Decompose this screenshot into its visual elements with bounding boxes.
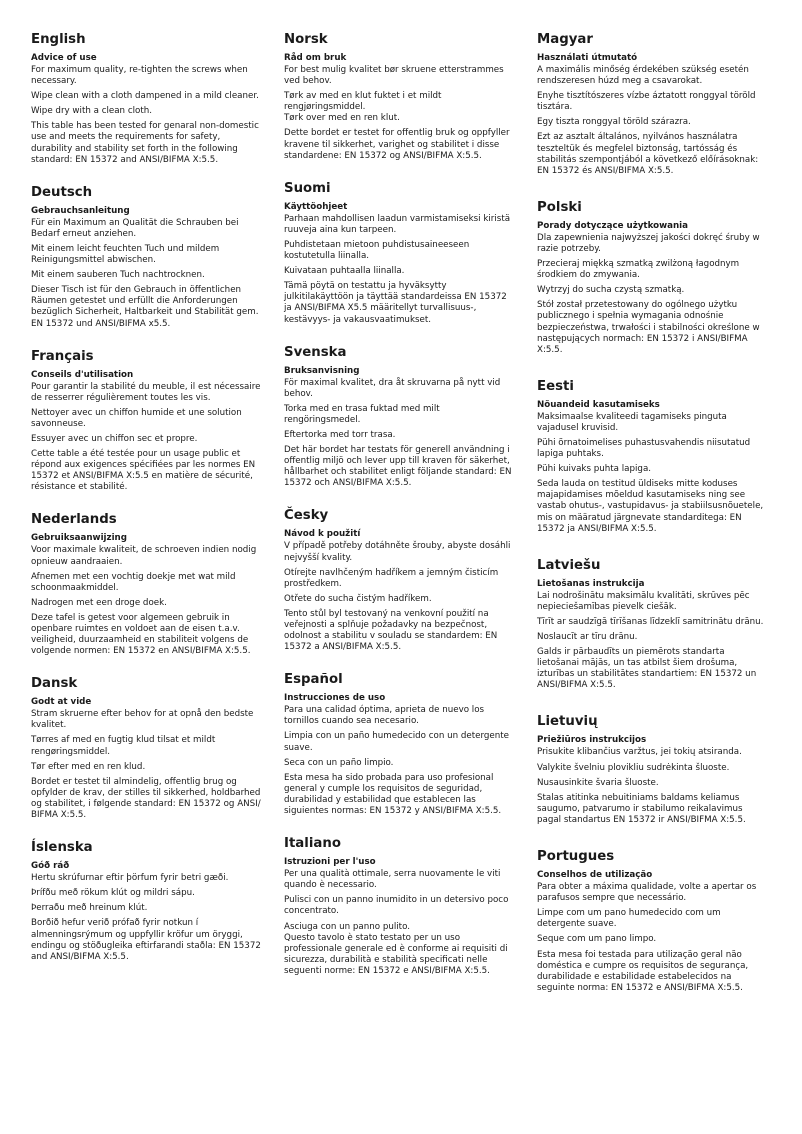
language-heading: Español bbox=[284, 672, 343, 688]
section-subheading: Lietošanas instrukcija bbox=[537, 578, 645, 589]
language-section bbox=[537, 378, 790, 539]
instruction-paragraph: Tento stůl byl testovaný na venkovní použití na veřejnosti a splňuje požadavky na bezpečnost, odolnost a stabilitu v souladu se standardem: EN 15372 a ANSI/BIFMA X:5.5. bbox=[284, 608, 498, 653]
instruction-paragraph: Ezt az asztalt általános, nyilvános használatra teszteltük és megfelel biztonság, tartósság és stabilitás szempontjából a következő előírásoknak: EN 15372 és ANSI/BIFMA X:5.5. bbox=[537, 132, 759, 176]
instruction-paragraph: Dla zapewnienia najwyższej jakości dokręć śruby w razie potrzeby. bbox=[537, 232, 760, 254]
instruction-paragraph: Otřete do sucha čistým hadříkem. bbox=[284, 593, 432, 604]
language-heading: Dansk bbox=[31, 676, 78, 692]
language-section bbox=[31, 511, 284, 661]
section-subheading: Gebrauchsanleitung bbox=[31, 205, 130, 216]
section-subheading: Godt at vide bbox=[31, 697, 92, 708]
instruction-paragraph: Pühi õrnatoimelises puhastusvahendis niisutatud lapiga puhtaks. bbox=[537, 437, 751, 460]
instruction-paragraph: Stół został przetestowany do ogólnego użytku publicznego i spełnia wymagania odnośnie bezpieczeństwa, trwałości i stabilności określone w następujących normach: EN 15372 i ANSI/BIFMA X:5.5. bbox=[537, 300, 760, 355]
section-subheading: Návod k použití bbox=[284, 529, 361, 540]
language-section bbox=[284, 835, 537, 981]
instruction-paragraph: Dette bordet er testet for offentlig bruk og oppfyller kravene til sikkerhet, varighet og stabilitet i disse standardene: EN 15372 og ANSI/BIFMA X:5.5. bbox=[284, 128, 510, 161]
language-section bbox=[537, 713, 790, 830]
language-heading: Magyar bbox=[537, 32, 593, 47]
instruction-paragraph: Det här bordet har testats för generell användning i offentlig miljö och lever upp till kraven för säkerhet, hållbarhet och stabilitet enligt följande standard: EN 15372 och ANSI/BIFMA X:5.5. bbox=[284, 445, 512, 489]
language-section bbox=[537, 31, 790, 181]
language-section bbox=[284, 31, 537, 166]
instruction-paragraph: Valykite švelniu plovikliu sudrėkinta šluoste. bbox=[537, 762, 730, 773]
section-subheading: Conselhos de utilização bbox=[537, 870, 653, 881]
instruction-paragraph: A maximális minőség érdekében szükség esetén rendszeresen húzd meg a csavarokat. bbox=[537, 65, 749, 87]
instruction-paragraph: Tämä pöytä on testattu ja hyväksytty julkitilakäyttöön ja täyttää standardeissa EN 15372 ja ANSI/BIFMA X5.5 määritellyt turvallisuus-, kestävyys- ja vakausvaatimukset. bbox=[284, 281, 507, 325]
language-section bbox=[537, 848, 790, 998]
language-heading: Svenska bbox=[284, 344, 347, 360]
instruction-paragraph: Parhaan mahdollisen laadun varmistamiseksi kiristä ruuveja aina kun tarpeen. bbox=[284, 213, 511, 235]
section-subheading: Conseils d'utilisation bbox=[31, 369, 134, 380]
instruction-paragraph: Þrífðu með rökum klút og mildri sápu. bbox=[31, 888, 195, 899]
language-heading: Lietuvių bbox=[537, 714, 598, 730]
section-subheading: Priežiūros instrukcijos bbox=[537, 735, 647, 746]
instruction-paragraph: Para una calidad óptima, aprieta de nuevo los tornillos cuando sea necesario. bbox=[284, 705, 485, 727]
instruction-paragraph: Limpe com um pano humedecido com um detergente suave. bbox=[537, 908, 721, 930]
instruction-paragraph: Deze tafel is getest voor algemeen gebruik in openbare ruimtes en voldoet aan de eisen t.a.v. veiligheid, duurzaamheid en stabiliteit volgens de volgende normen: EN 15372 en ANSI/BIFMA X:5.5. bbox=[31, 612, 251, 657]
instruction-paragraph: For best mulig kvalitet bør skruene etterstrammes ved behov. bbox=[284, 65, 504, 87]
instruction-paragraph: Cette table a été testée pour un usage public et répond aux exigences spécifiées par les normes EN 15372 et ANSI/BIFMA X:5.5 en matière de sécurité, résistance et stabilité. bbox=[31, 449, 256, 493]
instruction-paragraph: Puhdistetaan mietoon puhdistusaineeseen kostutetulla liinalla. bbox=[284, 239, 470, 262]
section-subheading: Bruksanvisning bbox=[284, 365, 360, 376]
instruction-paragraph: Wipe clean with a cloth dampened in a mild cleaner. bbox=[31, 91, 259, 102]
instruction-paragraph: Prisukite klibančius varžtus, jei tokių atsiranda. bbox=[537, 747, 742, 758]
instruction-paragraph: Hertu skrúfurnar eftir þörfum fyrir betri gæði. bbox=[31, 873, 229, 884]
instruction-paragraph: För maximal kvalitet, dra åt skruvarna på nytt vid behov. bbox=[284, 377, 501, 399]
language-heading: Eesti bbox=[537, 378, 574, 394]
instruction-paragraph: Esta mesa ha sido probada para uso profesional general y cumple los requisitos de seguridad, durabilidad y estabilidad que establecen las siguientes normas: EN 15372 y ANSI/BIFMA X:5.5. bbox=[284, 772, 502, 817]
instruction-paragraph: Pour garantir la stabilité du meuble, il est nécessaire de resserrer régulièrement toutes les vis. bbox=[31, 381, 261, 403]
section-subheading: Porady dotyczące użytkowania bbox=[537, 220, 689, 231]
instruction-paragraph: Pühi kuivaks puhta lapiga. bbox=[537, 464, 652, 475]
language-heading: Nederlands bbox=[31, 512, 117, 528]
instruction-paragraph: Nusausinkite švaria šluoste. bbox=[537, 777, 659, 788]
language-section bbox=[31, 675, 284, 825]
language-section bbox=[284, 671, 537, 821]
instruction-paragraph: Stram skruerne efter behov for at opnå den bedste kvalitet. bbox=[31, 709, 254, 731]
instruction-paragraph: Tørres af med en fugtig klud tilsat et mildt rengøringsmiddel. bbox=[31, 735, 216, 757]
column-3 bbox=[537, 31, 790, 1134]
language-heading: Latviešu bbox=[537, 557, 601, 573]
language-heading: Polski bbox=[537, 199, 582, 215]
instruction-paragraph: Kuivataan puhtaalla liinalla. bbox=[284, 266, 405, 277]
language-heading: English bbox=[31, 32, 86, 47]
instruction-paragraph: For maximum quality, re-tighten the screws when necessary. bbox=[31, 65, 248, 87]
section-subheading: Instrucciones de uso bbox=[284, 693, 386, 704]
language-heading: Suomi bbox=[284, 180, 331, 196]
column-1 bbox=[31, 31, 284, 1134]
instruction-paragraph: Pulisci con un panno inumidito in un detersivo poco concentrato. bbox=[284, 895, 509, 917]
language-section bbox=[31, 839, 284, 967]
instruction-paragraph: Mit einem leicht feuchten Tuch und mildem Reinigungsmittel abwischen. bbox=[31, 243, 220, 266]
section-subheading: Käyttöohjeet bbox=[284, 201, 348, 212]
instruction-paragraph: Bordet er testet til almindelig, offentlig brug og opfylder de krav, der stilles til sikkerhed, holdbarhed og stabilitet, i følgende standard: EN 15372 og ANSI/ BIFMA X:5.5. bbox=[31, 776, 261, 821]
language-heading: Íslenska bbox=[31, 840, 93, 856]
instruction-paragraph: Für ein Maximum an Qualität die Schrauben bei Bedarf erneut anziehen. bbox=[31, 217, 239, 239]
instruction-paragraph: Para obter a máxima qualidade, volte a apertar os parafusos sempre que necessário. bbox=[537, 882, 757, 904]
section-subheading: Istruzioni per l'uso bbox=[284, 857, 376, 868]
section-subheading: Råd om bruk bbox=[284, 53, 347, 63]
instruction-paragraph: Seca con un paño limpio. bbox=[284, 757, 394, 768]
instruction-paragraph: Seda lauda on testitud üldiseks mitte koduses majapidamises mõeldud kasutamiseks ning see vastab ohutus-, vastupidavus- ja stabiilsusnõuetele, mis on määratud järgnevate standarditega: EN 15372 ja ANSI/BIFMA X:5.5. bbox=[537, 479, 764, 534]
instruction-paragraph: V případě potřeby dotáhněte šrouby, abyste dosáhli nejvyšší kvality. bbox=[284, 541, 511, 563]
instruction-paragraph: Essuyer avec un chiffon sec et propre. bbox=[31, 433, 198, 444]
instruction-paragraph: Stalas atitinka nebuitiniams baldams keliamus saugumo, patvarumo ir stabilumo reikalavimus pagal standartus EN 15372 ir ANSI/BIFMA X:5.5. bbox=[537, 792, 746, 825]
language-heading: Français bbox=[31, 348, 94, 364]
language-section bbox=[31, 184, 284, 334]
instruction-paragraph: Nadrogen met een droge doek. bbox=[31, 597, 167, 608]
section-subheading: Nõuandeid kasutamiseks bbox=[537, 399, 660, 410]
instruction-paragraph: Þerraðu með hreinum klút. bbox=[31, 903, 148, 914]
language-heading: Portugues bbox=[537, 849, 615, 865]
instruction-paragraph: Galds ir pārbaudīts un piemērots standarta lietošanai mājās, un tas atbilst šiem drošuma, izturības un stabilitātes standartiem: EN 15372 un ANSI/BIFMA X:5.5. bbox=[537, 647, 757, 691]
language-section bbox=[31, 348, 284, 498]
instruction-paragraph: Noslaucīt ar tīru drānu. bbox=[537, 632, 638, 642]
section-subheading: Gebruiksaanwijzing bbox=[31, 533, 127, 544]
language-section bbox=[284, 507, 537, 657]
instruction-paragraph: Tør efter med en ren klud. bbox=[31, 761, 146, 772]
column-2 bbox=[284, 31, 537, 1134]
instruction-paragraph: This table has been tested for genaral non-domestic use and meets the requirements for safety, durability and stability set forth in the following standard: EN 15372 and ANSI/BIFMA X:5.5. bbox=[31, 121, 259, 165]
language-heading: Česky bbox=[284, 508, 329, 524]
language-section bbox=[31, 31, 284, 170]
instruction-paragraph: Borðið hefur verið prófað fyrir notkun í almenningsrýmum og uppfyllir kröfur um öryggi, endingu og stöðugleika eftirfarandi staðla: EN 15372 and ANSI/BIFMA X:5.5. bbox=[31, 918, 261, 962]
instruction-paragraph: Dieser Tisch ist für den Gebrauch in öffentlichen Räumen getestet und erfüllt die Anforderungen bezüglich Sicherheit, Haltbarkeit und Stabilität gem. EN 15372 und ANSI/BIFMA x5.5. bbox=[31, 285, 259, 329]
instruction-paragraph: Otírejte navlhčeným hadříkem a jemným čisticím prostředkem. bbox=[284, 567, 499, 589]
instruction-paragraph: Limpia con un paño humedecido con un detergente suave. bbox=[284, 731, 510, 753]
instruction-paragraph: Enyhe tisztítószeres vízbe áztatott ronggyal töröld tisztára. bbox=[537, 91, 756, 113]
instruction-paragraph: Tørk av med en klut fuktet i et mildt rengjøringsmiddel. Tørk over med en ren klut. bbox=[284, 91, 442, 124]
instruction-paragraph: Voor maximale kwaliteit, de schroeven indien nodig opnieuw aandraaien. bbox=[31, 545, 257, 567]
section-subheading: Góð ráð bbox=[31, 861, 70, 872]
instruction-paragraph: Nettoyer avec un chiffon humide et une solution savonneuse. bbox=[31, 407, 242, 429]
instruction-paragraph: Wytrzyj do sucha czystą szmatką. bbox=[537, 285, 685, 296]
instruction-paragraph: Per una qualità ottimale, serra nuovamente le viti quando è necessario. bbox=[284, 869, 501, 891]
instruction-paragraph: Egy tiszta ronggyal töröld szárazra. bbox=[537, 117, 691, 128]
language-heading: Deutsch bbox=[31, 184, 93, 200]
instruction-paragraph: Asciuga con un panno pulito. Questo tavolo è stato testato per un uso professionale generale ed è conforme ai requisiti di sicurezza, durabilità e stabilità specificati nelle seguenti norme: EN 15372 e ANSI/BIFMA X:5.5. bbox=[284, 921, 508, 976]
section-subheading: Advice of use bbox=[31, 53, 97, 63]
language-section bbox=[284, 180, 537, 330]
instruction-paragraph: Maksimaalse kvaliteedi tagamiseks pinguta vajadusel kruvisid. bbox=[537, 411, 727, 433]
language-heading: Italiano bbox=[284, 836, 341, 852]
language-section bbox=[537, 199, 790, 360]
section-subheading: Használati útmutató bbox=[537, 53, 638, 63]
instruction-paragraph: Torka med en trasa fuktad med milt rengöringsmedel. bbox=[284, 403, 440, 425]
instruction-paragraph: Lai nodrošinātu maksimālu kvalitāti, skrūves pēc nepieciešamības pievelk ciešāk. bbox=[537, 590, 750, 612]
instruction-paragraph: Eftertorka med torr trasa. bbox=[284, 429, 396, 440]
instruction-paragraph: Przecieraj miękką szmatką zwilżoną łagodnym środkiem do zmywania. bbox=[537, 259, 740, 281]
instruction-paragraph: Tīrīt ar saudzīgā tīrīšanas līdzeklī samitrinātu drānu. bbox=[537, 616, 764, 627]
language-heading: Norsk bbox=[284, 32, 328, 47]
instruction-paragraph: Wipe dry with a clean cloth. bbox=[31, 106, 153, 117]
instruction-paragraph: Esta mesa foi testada para utilização geral não doméstica e cumpre os requisitos de segurança, durabilidade e estabilidade estabelecidos na seguinte norma: EN 15372 e ANSI/BIFMA X:5.5. bbox=[537, 949, 749, 993]
instruction-paragraph: Mit einem sauberen Tuch nachtrocknen. bbox=[31, 270, 205, 281]
instruction-paragraph: Afnemen met een vochtig doekje met wat mild schoonmaakmiddel. bbox=[31, 571, 236, 593]
language-section bbox=[284, 344, 537, 494]
instruction-paragraph: Seque com um pano limpo. bbox=[537, 934, 657, 945]
language-section bbox=[537, 557, 790, 696]
